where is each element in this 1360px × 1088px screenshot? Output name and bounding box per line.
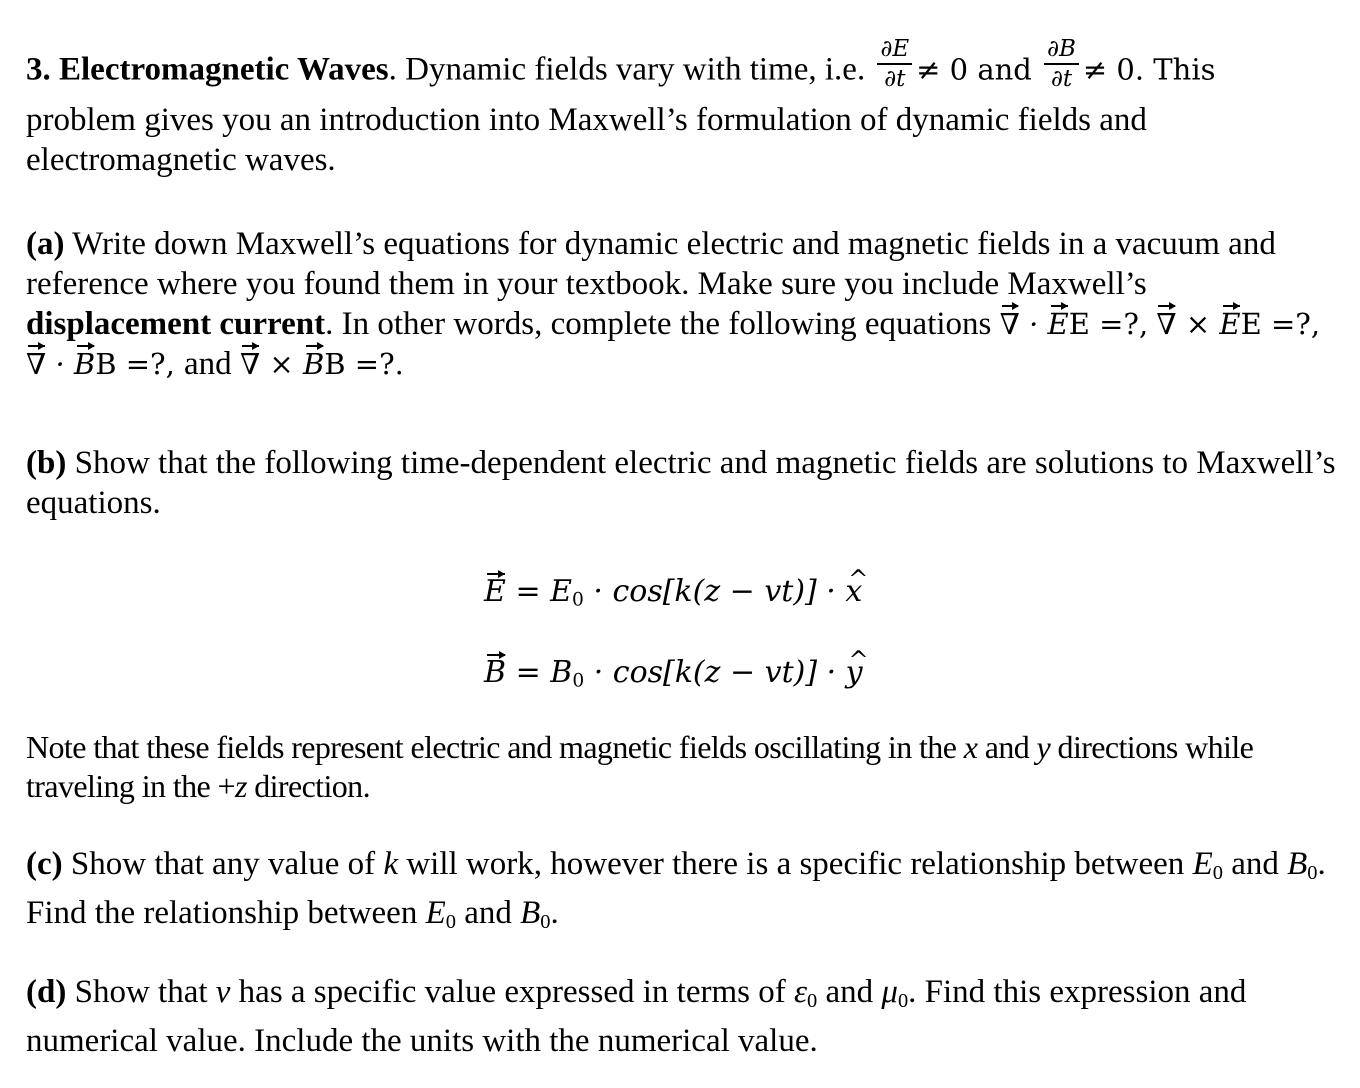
div-b-equation: ∇ · BB =?,: [26, 347, 184, 381]
electric-field-equation: $E = E_0 \cdot \cos[k(z - vt)]$ · ^ x: [484, 572, 862, 621]
e-field-symbol: E: [484, 572, 506, 612]
div-e-equation: ∇ · EE =?,: [1000, 307, 1149, 341]
and-word: and: [184, 346, 232, 382]
part-b-paragraph: [26, 443, 1336, 523]
part-c-label: (c): [26, 846, 63, 882]
note-paragraph: Note that these fields represent electric and magnetic fields oscillating in the x and y directions while traveling in the +z direction.: [26, 729, 1254, 804]
part-d-paragraph: (d) Show that v has a specific value expressed in terms of $\varepsilon_0$ and $\mu_0$. Find this expression and numerical value. Include the units with the numerical value.: [26, 974, 1247, 1060]
part-c-paragraph: (c) Show that any value of k will work, however there is a specific relationship between $E_0$ and $B_0$. Find the relationship between $E_0$ and $B_0$.: [26, 846, 1326, 934]
de-dt-fraction: [877, 36, 912, 92]
db-dt-numerator: ∂B: [1044, 36, 1079, 65]
part-a-text-1: Write down Maxwell’s equations for dynamic electric and magnetic fields in a vacuum and reference where you found them in your textbook. Make sure you include Maxwell’s: [26, 226, 1276, 302]
problem-heading: 3. Electromagnetic Waves: [26, 51, 389, 88]
de-dt-numerator: ∂E: [877, 36, 912, 65]
part-a-paragraph: [26, 224, 1336, 384]
part-a-label: (a): [26, 226, 65, 262]
x-unit-vector: ^ x: [845, 572, 862, 612]
e-vector: E: [1048, 304, 1069, 344]
intro-rest: problem gives you an introduction into Maxwell’s formulation of dynamic fields and electromagnetic waves.: [26, 102, 1147, 178]
neq-zero-and: ≠ 0 and: [916, 52, 1032, 87]
neq-zero-end: ≠ 0. This: [1082, 52, 1216, 87]
magnetic-field-equation: $B = B_0 \cdot \cos[k(z - vt)]$ · ^ y: [484, 653, 863, 702]
intro-start: . Dynamic fields vary with time, i.e.: [388, 51, 866, 88]
part-a-text-2: . In other words, complete the following equations: [325, 306, 1000, 342]
part-d-label: (d): [26, 974, 67, 1010]
part-b-text: Show that the following time-dependent electric and magnetic fields are solutions to Maxwell’s equations.: [26, 445, 1336, 521]
displacement-current-term: displacement current: [26, 306, 326, 342]
y-unit-vector: ^ y: [846, 653, 863, 693]
mu-symbol: μ: [881, 974, 898, 1010]
db-dt-fraction: [1044, 36, 1079, 92]
b-field-symbol: B: [484, 653, 506, 693]
curl-b-equation: ∇ × BB =?.: [240, 347, 404, 381]
nabla-symbol: ∇: [1000, 304, 1020, 344]
epsilon-symbol: ε: [793, 974, 807, 1010]
intro-paragraph: [26, 36, 1336, 180]
curl-e-equation: ∇ × EE =?,: [1156, 307, 1320, 341]
de-dt-denominator: ∂t: [884, 66, 906, 92]
part-b-label: (b): [26, 445, 67, 481]
db-dt-denominator: ∂t: [1050, 66, 1073, 92]
